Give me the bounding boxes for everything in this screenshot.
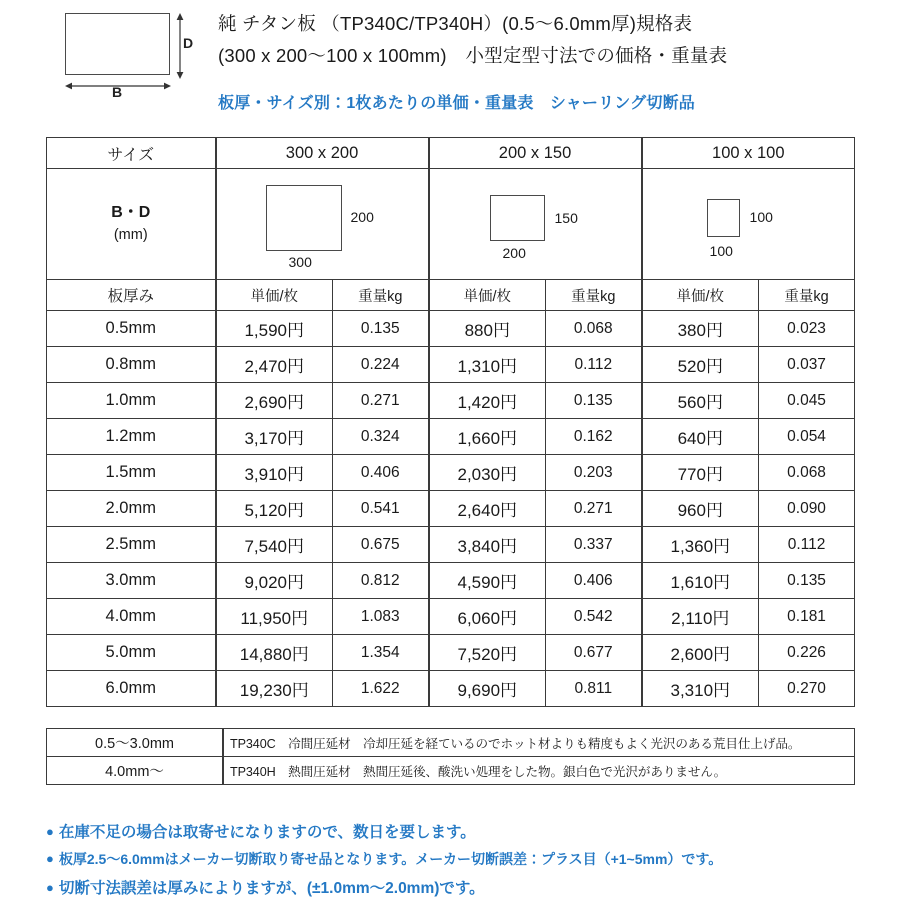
- cell-weight-200x150: 0.811: [546, 671, 642, 707]
- page-subtitle: 板厚・サイズ別：1枚あたりの単価・重量表 シャーリング切断品: [218, 95, 695, 112]
- cell-price-300x200: 2,470円: [216, 347, 333, 383]
- table-row: [47, 599, 855, 635]
- header-cell-size-200x150: 200 x 150: [429, 138, 642, 169]
- header-cell-figure-200x150: [429, 169, 642, 280]
- cell-weight-200x150: 0.677: [546, 635, 642, 671]
- cell-weight-100x100: 0.135: [759, 563, 855, 599]
- cell-price-200x150: 6,060円: [429, 599, 546, 635]
- note-item: [46, 876, 891, 898]
- grade-row: [47, 757, 855, 785]
- grade-thickness-range: 0.5〜3.0mm: [47, 729, 224, 757]
- cell-price-300x200: 19,230円: [216, 671, 333, 707]
- cell-price-200x150: 7,520円: [429, 635, 546, 671]
- table-header-subcolumns: [47, 280, 855, 311]
- size-rectangle-shape: [707, 199, 740, 237]
- header-cell-figure-300x200: [216, 169, 429, 280]
- cell-weight-300x200: 0.675: [333, 527, 429, 563]
- note-text: 切断寸法誤差は厚みによりますが、(±1.0mm〜2.0mm)です。: [58, 880, 485, 897]
- cell-weight-100x100: 0.181: [759, 599, 855, 635]
- page-title-line-1: 純 チタン板 （TP340C/TP340H）(0.5〜6.0mm厚)規格表: [218, 13, 693, 34]
- cell-price-200x150: 9,690円: [429, 671, 546, 707]
- table-row: [47, 563, 855, 599]
- table-row: [47, 347, 855, 383]
- cell-price-100x100: 640円: [642, 419, 759, 455]
- table-row: [47, 491, 855, 527]
- figure-width-value: 200: [502, 245, 526, 261]
- cell-thickness: 4.0mm: [47, 599, 216, 635]
- header-cell-size: サイズ: [47, 138, 216, 169]
- cell-weight-300x200: 0.224: [333, 347, 429, 383]
- cell-weight-100x100: 0.068: [759, 455, 855, 491]
- figure-depth-value: 150: [554, 210, 578, 226]
- cell-weight-100x100: 0.270: [759, 671, 855, 707]
- header-cell-thickness: 板厚み: [47, 280, 216, 311]
- cell-price-100x100: 770円: [642, 455, 759, 491]
- cell-price-300x200: 14,880円: [216, 635, 333, 671]
- cell-thickness: 0.5mm: [47, 311, 216, 347]
- table-row: [47, 671, 855, 707]
- width-label: B: [112, 84, 123, 100]
- header-cell-size-100x100: 100 x 100: [642, 138, 855, 169]
- cell-price-200x150: 880円: [429, 311, 546, 347]
- cell-thickness: 6.0mm: [47, 671, 216, 707]
- cell-weight-100x100: 0.090: [759, 491, 855, 527]
- cell-weight-300x200: 1.083: [333, 599, 429, 635]
- header-cell-weight-300x200: 重量kg: [333, 280, 429, 311]
- cell-price-300x200: 2,690円: [216, 383, 333, 419]
- size-figure-100x100: [643, 169, 855, 279]
- cell-weight-200x150: 0.406: [546, 563, 642, 599]
- cell-thickness: 2.0mm: [47, 491, 216, 527]
- cell-price-100x100: 960円: [642, 491, 759, 527]
- cell-price-200x150: 1,310円: [429, 347, 546, 383]
- cell-price-100x100: 520円: [642, 347, 759, 383]
- price-weight-table: [46, 137, 855, 707]
- size-figure-300x200: [217, 169, 428, 279]
- cell-weight-300x200: 0.324: [333, 419, 429, 455]
- header-cell-weight-100x100: 重量kg: [759, 280, 855, 311]
- cell-weight-200x150: 0.162: [546, 419, 642, 455]
- figure-width-value: 100: [709, 243, 733, 259]
- size-figure-200x150: [430, 169, 641, 279]
- table-row: [47, 635, 855, 671]
- cell-weight-200x150: 0.112: [546, 347, 642, 383]
- header-cell-size-300x200: 300 x 200: [216, 138, 429, 169]
- cell-price-100x100: 560円: [642, 383, 759, 419]
- table-row: [47, 383, 855, 419]
- header-cell-weight-200x150: 重量kg: [546, 280, 642, 311]
- cell-price-100x100: 2,110円: [642, 599, 759, 635]
- note-text: 在庫不足の場合は取寄せになりますので、数日を要します。: [58, 824, 476, 841]
- cell-thickness: 5.0mm: [47, 635, 216, 671]
- cell-weight-200x150: 0.542: [546, 599, 642, 635]
- bd-unit-label: (mm): [113, 227, 148, 244]
- plate-dimension-diagram: [55, 8, 205, 108]
- figure-depth-value: 100: [749, 209, 773, 225]
- cell-thickness: 1.5mm: [47, 455, 216, 491]
- cell-price-300x200: 1,590円: [216, 311, 333, 347]
- bullet-icon: ●: [46, 880, 54, 895]
- cell-price-100x100: 1,610円: [642, 563, 759, 599]
- note-text: 板厚2.5〜6.0mmはメーカー切断取り寄せ品となります。メーカー切断誤差：プラス目（+1~5mm）です。: [58, 851, 723, 867]
- cell-price-100x100: 2,600円: [642, 635, 759, 671]
- cell-weight-100x100: 0.037: [759, 347, 855, 383]
- note-item: [46, 820, 891, 842]
- cell-weight-100x100: 0.226: [759, 635, 855, 671]
- cell-price-200x150: 2,030円: [429, 455, 546, 491]
- cell-price-200x150: 2,640円: [429, 491, 546, 527]
- cell-weight-300x200: 0.135: [333, 311, 429, 347]
- header-cell-price-100x100: 単価/枚: [642, 280, 759, 311]
- size-rectangle-shape: [266, 185, 342, 251]
- table-row: [47, 455, 855, 491]
- cell-weight-100x100: 0.054: [759, 419, 855, 455]
- cell-price-300x200: 7,540円: [216, 527, 333, 563]
- cell-weight-200x150: 0.135: [546, 383, 642, 419]
- cell-thickness: 2.5mm: [47, 527, 216, 563]
- cell-thickness: 1.2mm: [47, 419, 216, 455]
- grade-row: [47, 729, 855, 757]
- plate-rectangle-shape: [65, 13, 170, 75]
- depth-label: D: [183, 35, 194, 51]
- cell-price-200x150: 1,420円: [429, 383, 546, 419]
- cell-weight-100x100: 0.112: [759, 527, 855, 563]
- size-rectangle-shape: [490, 195, 545, 241]
- cell-price-100x100: 1,360円: [642, 527, 759, 563]
- cell-weight-300x200: 0.812: [333, 563, 429, 599]
- cell-price-200x150: 3,840円: [429, 527, 546, 563]
- page-header: [0, 0, 900, 130]
- cell-weight-300x200: 1.354: [333, 635, 429, 671]
- cell-price-100x100: 380円: [642, 311, 759, 347]
- cell-weight-200x150: 0.068: [546, 311, 642, 347]
- bd-label: B・D: [111, 204, 151, 222]
- price-weight-table-body: [47, 311, 855, 707]
- cell-thickness: 1.0mm: [47, 383, 216, 419]
- cell-price-200x150: 1,660円: [429, 419, 546, 455]
- cell-price-100x100: 3,310円: [642, 671, 759, 707]
- cell-weight-300x200: 0.406: [333, 455, 429, 491]
- table-row: [47, 527, 855, 563]
- page-title-line-2: (300 x 200〜100 x 100mm) 小型定型寸法での価格・重量表: [218, 45, 728, 66]
- note-item: [46, 849, 891, 869]
- cell-weight-300x200: 0.271: [333, 383, 429, 419]
- table-row: [47, 419, 855, 455]
- notes-list: [46, 820, 891, 905]
- header-cell-bd: [47, 169, 216, 280]
- cell-weight-300x200: 0.541: [333, 491, 429, 527]
- cell-price-300x200: 3,170円: [216, 419, 333, 455]
- cell-price-300x200: 11,950円: [216, 599, 333, 635]
- grade-thickness-range: 4.0mm〜: [47, 757, 224, 785]
- table-header-diagrams: [47, 169, 855, 280]
- cell-price-300x200: 5,120円: [216, 491, 333, 527]
- cell-price-200x150: 4,590円: [429, 563, 546, 599]
- bullet-icon: ●: [46, 851, 54, 866]
- cell-weight-200x150: 0.203: [546, 455, 642, 491]
- header-cell-price-300x200: 単価/枚: [216, 280, 333, 311]
- table-header-sizes: [47, 138, 855, 169]
- grade-description: TP340C 冷間圧延材 冷却圧延を経ているのでホット材よりも精度もよく光沢のある荒目仕上げ品。: [223, 729, 855, 757]
- table-row: [47, 311, 855, 347]
- cell-thickness: 3.0mm: [47, 563, 216, 599]
- figure-depth-value: 200: [350, 209, 374, 225]
- header-cell-figure-100x100: [642, 169, 855, 280]
- bullet-icon: ●: [46, 824, 54, 839]
- figure-width-value: 300: [288, 254, 312, 270]
- grade-description: TP340H 熱間圧延材 熱間圧延後、酸洗い処理をした物。銀白色で光沢がありません。: [223, 757, 855, 785]
- cell-weight-300x200: 1.622: [333, 671, 429, 707]
- header-cell-price-200x150: 単価/枚: [429, 280, 546, 311]
- material-grade-table: [46, 728, 855, 785]
- cell-weight-100x100: 0.045: [759, 383, 855, 419]
- cell-thickness: 0.8mm: [47, 347, 216, 383]
- cell-weight-200x150: 0.337: [546, 527, 642, 563]
- material-grade-table-body: [47, 729, 855, 785]
- cell-weight-100x100: 0.023: [759, 311, 855, 347]
- cell-price-300x200: 9,020円: [216, 563, 333, 599]
- cell-weight-200x150: 0.271: [546, 491, 642, 527]
- cell-price-300x200: 3,910円: [216, 455, 333, 491]
